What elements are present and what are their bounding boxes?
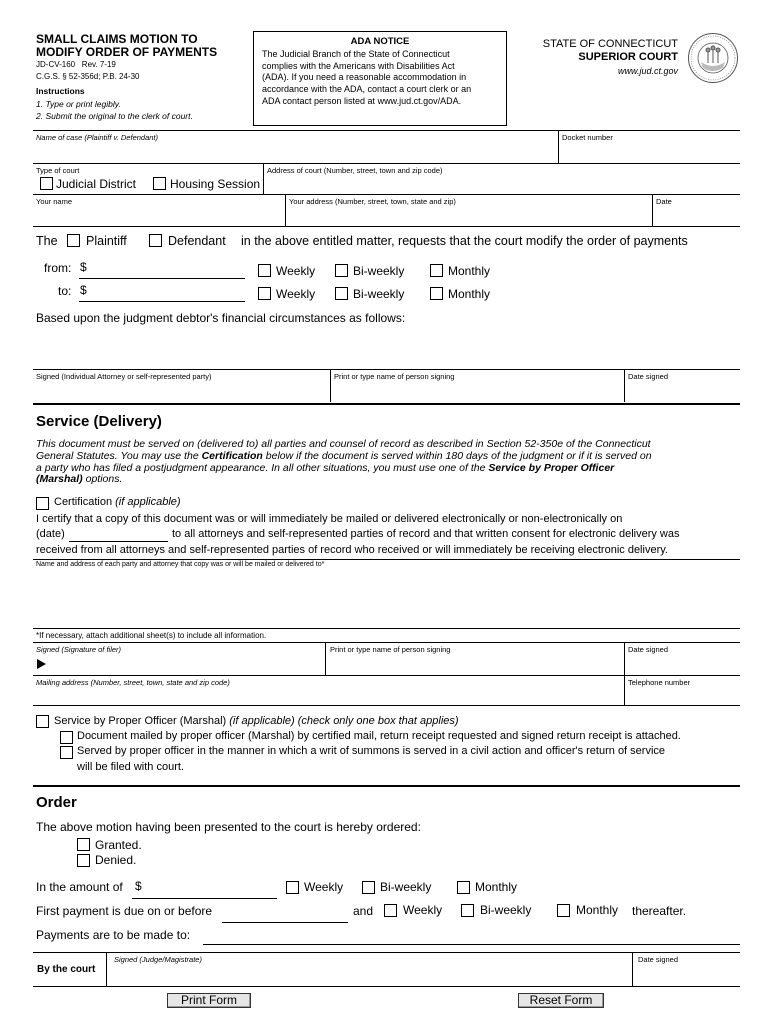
state-seal-icon [687, 32, 739, 84]
judge-signed-label: Signed (Judge/Magistrate) [114, 955, 202, 964]
your-name-field[interactable] [36, 207, 282, 225]
form-title-line1: SMALL CLAIMS MOTION TO [36, 32, 198, 46]
motion-date-signed-label: Date signed [628, 372, 669, 381]
motion-the: The [36, 234, 58, 248]
filer-date-signed-label: Date signed [628, 645, 669, 654]
housing-session-label: Housing Session [170, 177, 261, 191]
first-weekly-label: Weekly [403, 903, 443, 917]
to-monthly-checkbox[interactable] [430, 287, 443, 300]
motion-print-name-label: Print or type name of person signing [334, 372, 455, 381]
name-of-case-field[interactable] [36, 143, 556, 161]
filer-signed-label: Signed (Signature of filer) [36, 645, 122, 654]
filer-signature-field[interactable] [50, 655, 320, 673]
ada-line-4: accordance with the ADA, contact a court clerk or an [262, 84, 472, 95]
statute-reference: C.G.S. § 52-356d; P.B. 24-30 [36, 72, 140, 81]
order-weekly-label: Weekly [304, 880, 344, 894]
filer-print-name-label: Print or type name of person signing [330, 645, 451, 654]
order-monthly-label: Monthly [475, 880, 518, 894]
officer-served-label-2: will be filed with court. [77, 761, 184, 773]
service-paragraph: This document must be served on (delivered to) all parties and counsel of record as described in Section 52-350e of the Connecticut General Statutes. You may use the Certification below if the document is served within 180 days of the judgment or if it is served on a party who has filed a postjudgment appearance. In all other situations, you must use one of the Service by Proper Officer (Marshal) options. [36, 438, 652, 486]
instruction-2: 2. Submit the original to the clerk of court. [36, 111, 193, 121]
certify-date-field[interactable] [69, 541, 168, 542]
plaintiff-checkbox[interactable] [67, 234, 80, 247]
telephone-field[interactable] [628, 688, 738, 704]
certification-checkbox[interactable] [36, 497, 49, 510]
plaintiff-label: Plaintiff [86, 234, 127, 248]
date-field[interactable] [656, 207, 738, 225]
granted-checkbox[interactable] [77, 838, 90, 851]
judge-date-signed-label: Date signed [638, 955, 679, 964]
ada-title: ADA NOTICE [350, 36, 410, 47]
order-biweekly-label: Bi-weekly [380, 880, 432, 894]
ada-line-2: complies with the Americans with Disabilities Act [262, 60, 455, 71]
order-biweekly-checkbox[interactable] [362, 881, 375, 894]
defendant-checkbox[interactable] [149, 234, 162, 247]
officer-served-label-1: Served by proper officer in the manner in which a writ of summons is served in a civil action and officer's return of service [77, 745, 666, 757]
date-label: Date [656, 197, 672, 206]
certify-line-2: to all attorneys and self-represented parties of record and that written consent for electronic delivery was [172, 528, 680, 540]
first-biweekly-label: Bi-weekly [480, 903, 532, 917]
from-dollar: $ [80, 260, 87, 274]
to-label: to: [58, 284, 72, 298]
filer-date-signed-field[interactable] [628, 655, 738, 673]
from-monthly-label: Monthly [448, 264, 491, 278]
name-address-parties-label: Name and address of each party and attorney that copy was or will be mailed or delivered to* [36, 561, 325, 568]
telephone-label: Telephone number [628, 678, 691, 687]
form-number: JD-CV-160 Rev. 7-19 [36, 60, 116, 69]
first-monthly-label: Monthly [576, 903, 619, 917]
instructions-heading: Instructions [36, 86, 85, 96]
name-of-case-label: Name of case (Plaintiff v. Defendant) [36, 133, 158, 142]
signature-arrow-icon [37, 659, 46, 669]
docket-number-field[interactable] [562, 143, 737, 161]
address-of-court-label: Address of court (Number, street, town and zip code) [267, 166, 443, 175]
to-weekly-checkbox[interactable] [258, 287, 271, 300]
to-dollar: $ [80, 283, 87, 297]
from-biweekly-checkbox[interactable] [335, 264, 348, 277]
order-dollar: $ [135, 879, 142, 893]
from-weekly-checkbox[interactable] [258, 264, 271, 277]
order-monthly-checkbox[interactable] [457, 881, 470, 894]
mailing-address-field[interactable] [36, 688, 620, 704]
based-upon-text: Based upon the judgment debtor's financial circumstances as follows: [36, 311, 406, 325]
officer-served-checkbox[interactable] [60, 746, 73, 759]
certify-date-label: (date) [36, 528, 65, 540]
order-weekly-checkbox[interactable] [286, 881, 299, 894]
ada-line-1: The Judicial Branch of the State of Connecticut [262, 48, 450, 59]
granted-label: Granted. [95, 838, 142, 852]
to-monthly-label: Monthly [448, 287, 491, 301]
docket-number-label: Docket number [562, 133, 613, 142]
judicial-district-checkbox[interactable] [40, 177, 53, 190]
to-biweekly-label: Bi-weekly [353, 287, 405, 301]
ada-line-3: (ADA). If you need a reasonable accommodation in [262, 72, 467, 83]
motion-request-text: in the above entitled matter, requests that the court modify the order of payments [241, 234, 688, 248]
form-title-line2: MODIFY ORDER OF PAYMENTS [36, 45, 218, 59]
by-the-court-label: By the court [37, 964, 96, 975]
to-amount-field[interactable] [79, 301, 245, 302]
mailing-address-label: Mailing address (Number, street, town, state and zip code) [36, 678, 230, 687]
payments-to-field[interactable] [203, 944, 740, 945]
from-amount-field[interactable] [79, 278, 245, 279]
first-monthly-checkbox[interactable] [557, 904, 570, 917]
order-amount-field[interactable] [132, 898, 277, 899]
reset-form-button[interactable]: Reset Form [518, 993, 604, 1008]
payments-to-label: Payments are to be made to: [36, 928, 191, 942]
name-address-parties-field[interactable] [36, 572, 736, 626]
filer-print-name-field[interactable] [330, 655, 620, 673]
address-of-court-field[interactable] [267, 176, 737, 192]
additional-sheets-note: *If necessary, attach additional sheet(s) to include all information. [36, 631, 267, 640]
first-payment-date-field[interactable] [222, 922, 348, 923]
print-form-button[interactable]: Print Form [167, 993, 251, 1008]
to-weekly-label: Weekly [276, 287, 316, 301]
your-address-label: Your address (Number, street, town, state and zip) [289, 197, 456, 206]
certification-label: Certification (if applicable) [54, 496, 181, 508]
instruction-1: 1. Type or print legibly. [36, 99, 121, 109]
first-payment-and: and [353, 904, 374, 918]
motion-print-name-field[interactable] [334, 382, 620, 400]
from-weekly-label: Weekly [276, 264, 316, 278]
certify-line-1: I certify that a copy of this document was or will immediately be mailed or delivered electronically or non-electronically on [36, 513, 623, 525]
motion-signature-field[interactable] [36, 382, 326, 400]
motion-date-signed-field[interactable] [628, 382, 738, 400]
officer-mailed-label: Document mailed by proper officer (Marshal) by certified mail, return receipt requested and signed return receipt is attached. [77, 730, 681, 742]
judicial-district-label: Judicial District [56, 177, 137, 191]
order-amount-label: In the amount of [36, 880, 123, 894]
type-of-court-label: Type of court [36, 166, 80, 175]
from-biweekly-label: Bi-weekly [353, 264, 405, 278]
state-name: STATE OF CONNECTICUT [542, 38, 678, 50]
defendant-label: Defendant [168, 234, 226, 248]
thereafter-label: thereafter. [632, 904, 687, 918]
ada-notice-box [253, 31, 507, 126]
from-label: from: [44, 261, 72, 275]
order-intro: The above motion having been presented to the court is hereby ordered: [36, 820, 421, 834]
denied-checkbox[interactable] [77, 854, 90, 867]
housing-session-checkbox[interactable] [153, 177, 166, 190]
website: www.jud.ct.gov [617, 66, 678, 76]
first-biweekly-checkbox[interactable] [461, 904, 474, 917]
service-heading: Service (Delivery) [36, 413, 162, 430]
officer-mailed-checkbox[interactable] [60, 731, 73, 744]
financial-circumstances-field[interactable] [36, 327, 736, 367]
from-monthly-checkbox[interactable] [430, 264, 443, 277]
certify-line-3: received from all attorneys and self-represented parties of record who received or will immediately be receiving electronic delivery. [36, 544, 668, 556]
officer-service-label: Service by Proper Officer (Marshal) (if applicable) (check only one box that applies) [54, 715, 459, 727]
officer-service-checkbox[interactable] [36, 715, 49, 728]
judge-signature-field[interactable] [114, 965, 628, 983]
denied-label: Denied. [95, 853, 137, 867]
first-weekly-checkbox[interactable] [384, 904, 397, 917]
motion-signed-label: Signed (Individual Attorney or self-represented party) [36, 372, 212, 381]
your-address-field[interactable] [289, 207, 649, 225]
ada-line-5: ADA contact person listed at www.jud.ct.gov/ADA. [262, 95, 462, 106]
first-payment-label: First payment is due on or before [36, 904, 213, 918]
your-name-label: Your name [36, 197, 72, 206]
court-name: SUPERIOR COURT [578, 51, 678, 63]
order-heading: Order [36, 794, 77, 811]
judge-date-signed-field[interactable] [638, 965, 738, 983]
to-biweekly-checkbox[interactable] [335, 287, 348, 300]
